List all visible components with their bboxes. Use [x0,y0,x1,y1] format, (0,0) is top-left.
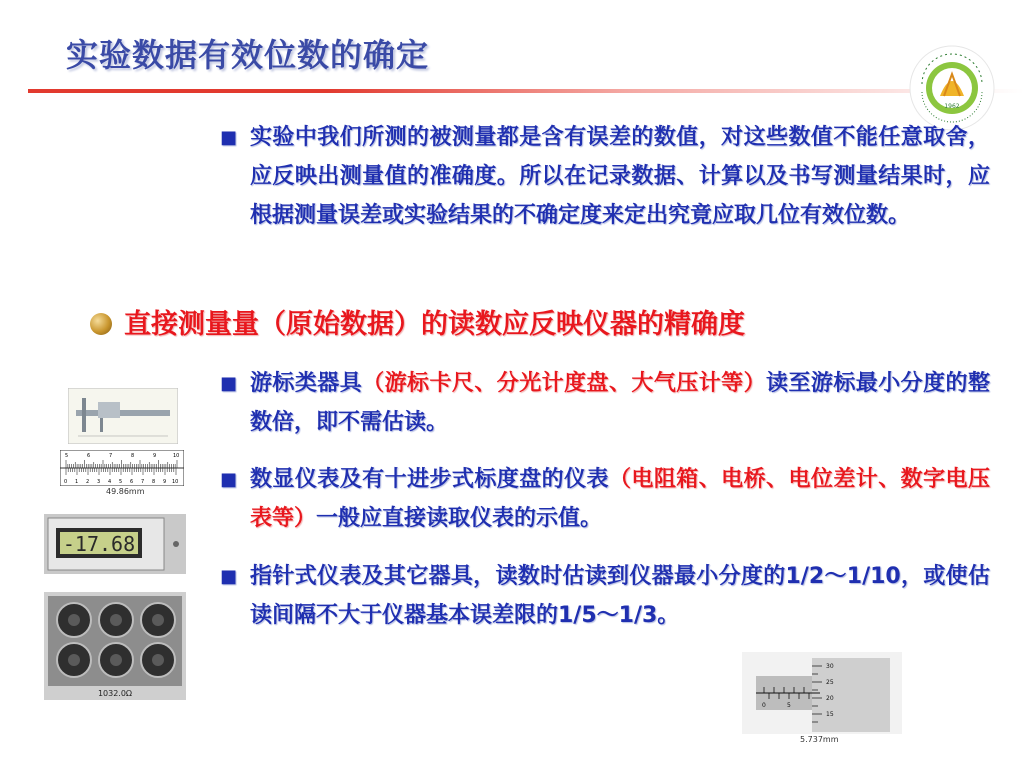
bullet-square-icon: ■ [220,469,238,490]
item2-lead: 数显仪表及有十进步式标度盘的仪表 [250,467,609,492]
scale-number: 8 [131,453,135,459]
meter-readout: -17.68 [62,532,136,556]
vernier-number: 2 [86,479,90,485]
scale-number: 9 [153,453,157,459]
digital-meter-image [44,514,186,574]
scale-number: 7 [109,453,113,459]
bullet-square-icon: ■ [220,373,238,394]
intro-paragraph [220,118,990,235]
scale-number: 10 [173,453,180,459]
subheading [90,302,745,341]
vernier-number: 6 [130,479,134,485]
item1-lead: 游标类器具 [250,371,363,396]
item1-examples: （游标卡尺、分光计度盘、大气压计等） [362,371,767,396]
vernier-number: 0 [64,479,68,485]
resistance-caption: 1032.0Ω [97,689,133,698]
micrometer-number: 15 [826,711,834,718]
slide-title: 实验数据有效位数的确定 [66,36,430,74]
item-vernier [220,364,990,442]
caliper-caption: 49.86mm [106,487,145,496]
vernier-number: 8 [152,479,156,485]
vernier-caliper-image [68,388,178,444]
vernier-number: 3 [97,479,101,485]
round-bullet-icon [90,313,112,335]
micrometer-number: 25 [826,679,834,686]
scale-number: 5 [65,453,69,459]
item2-rule: 一般应直接读取仪表的示值。 [316,506,603,531]
subheading-text: 直接测量量（原始数据）的读数应反映仪器的精确度 [124,309,745,340]
intro-text: 实验中我们所测的被测量都是含有误差的数值，对这些数值不能任意取舍，应反映出测量值的准确度。所以在记录数据、计算以及书写测量结果时，应根据测量误差或实验结果的不确定度来定出究竟应取几位有效位数。 [250,125,990,228]
bullet-square-icon: ■ [220,566,238,587]
vernier-number: 5 [119,479,123,485]
micrometer-number: 30 [826,663,834,670]
scale-number: 6 [87,453,91,459]
item-pointer [220,557,990,635]
micrometer-caption: 5.737mm [800,735,839,744]
title-underline [28,89,1024,93]
item1-rule: 读至游标最小分度的整数倍，即不需估读。 [250,371,990,435]
micrometer-image [742,652,902,734]
vernier-number: 7 [141,479,145,485]
micrometer-number: 20 [826,695,834,702]
vernier-number: 1 [75,479,79,485]
vernier-scale-image [60,450,184,486]
vernier-number: 9 [163,479,167,485]
vernier-number: 10 [172,479,179,485]
micrometer-sleeve-number: 0 [762,702,766,709]
item2-examples: （电阻箱、电桥、电位差计、数字电压表等） [250,467,990,531]
vernier-number: 4 [108,479,112,485]
resistance-box-image [44,592,186,700]
micrometer-sleeve-number: 5 [787,702,791,709]
item-digital [220,460,990,538]
logo-year: 1962 [944,103,960,110]
item3-text: 指针式仪表及其它器具，读数时估读到仪器最小分度的1/2～1/10，或使估读间隔不大于仪器基本误差限的1/5～1/3。 [250,564,990,628]
bullet-square-icon: ■ [220,127,238,148]
